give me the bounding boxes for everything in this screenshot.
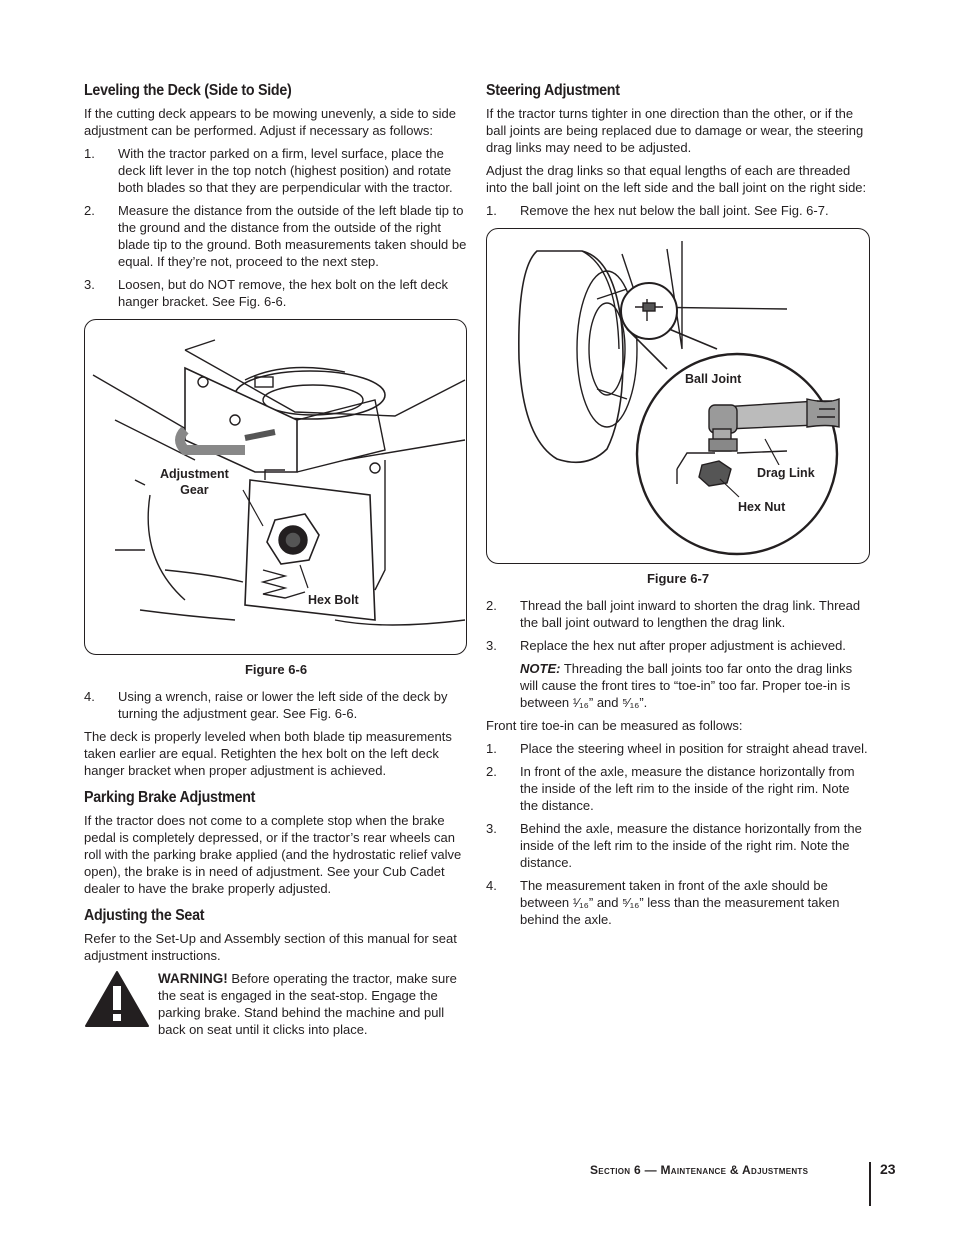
page-number: 23 [880, 1161, 896, 1177]
leveling-step: 1. With the tractor parked on a firm, level surface, place the deck lift lever in the top notch (highest position) and rotate both blades so that they are perpendicular with the tractor. [84, 146, 453, 195]
label-drag-link: Drag Link [757, 466, 815, 480]
toein-step: 1. Place the steering wheel in position for straight ahead travel. [486, 741, 868, 756]
toein-step: 2. In front of the axle, measure the distance horizontally from the inside of the left rim to the inside of the right rim. Note the distance. [486, 764, 855, 813]
leveling-step: 4. Using a wrench, raise or lower the left side of the deck by turning the adjustment gear. See Fig. 6-6. [84, 689, 448, 721]
right-column [486, 82, 870, 934]
steering-note: NOTE: Threading the ball joints too far onto the drag links will cause the front tires to “toe-in” too far. Proper toe-in is between ¹⁄₁₆” and ⁵⁄₁₆”. [520, 661, 853, 710]
steering-heading: Steering Adjustment [486, 82, 620, 99]
figure-6-6 [84, 319, 467, 655]
parking-brake-text: If the tractor does not come to a complete stop when the brake pedal is completely depressed, or if the tractor’s rear wheels can roll with the parking brake applied (and the hydrostatic relief valve open), the brake is in need of adjustment. See your Cub Cadet dealer to have the brake properly adjusted. [84, 813, 462, 896]
footer-section-title: Section 6 — Maintenance & Adjustments [590, 1163, 809, 1177]
figure-6-6-caption: Figure 6-6 [244, 662, 308, 677]
label-hex-bolt: Hex Bolt [308, 593, 359, 607]
steering-step: 2. Thread the ball joint inward to shorten the drag link. Thread the ball joint outward to lengthen the drag link. [486, 598, 861, 630]
toein-step: 3. Behind the axle, measure the distance horizontally from the inside of the left rim to the inside of the right rim. Note the distance. [486, 821, 862, 870]
leveling-step: 2. Measure the distance from the outside of the left blade tip to the ground and the distance from the outside of the right blade tip to the ground. Both measurements taken should be equal. If they’re not, proceed to the next step. [84, 203, 467, 269]
warning-text: WARNING! Before operating the tractor, make sure the seat is engaged in the seat-stop. Engage the parking brake. Stand behind the machine and pull back on seat until it clicks into place. [158, 971, 457, 1037]
note-label: NOTE: [520, 661, 561, 676]
deck-hanger-illustration [85, 320, 466, 654]
adjusting-seat-heading: Adjusting the Seat [84, 907, 205, 924]
parking-brake-heading: Parking Brake Adjustment [84, 789, 256, 806]
steering-ball-joint-illustration [487, 229, 869, 563]
label-adjustment-gear: Adjustment Gear [160, 467, 229, 497]
steering-step: 1. Remove the hex nut below the ball joint. See Fig. 6-7. [486, 203, 829, 218]
leveling-heading: Leveling the Deck (Side to Side) [84, 82, 292, 99]
leveling-step: 3. Loosen, but do NOT remove, the hex bolt on the left deck hanger bracket. See Fig. 6-6. [84, 277, 449, 309]
footer-divider [869, 1162, 871, 1206]
label-ball-joint: Ball Joint [685, 372, 742, 386]
warning-triangle-icon [84, 970, 150, 1038]
toein-step: 4. The measurement taken in front of the axle should be between ¹⁄₁₆” and ⁵⁄₁₆” less than the measurement taken behind the axle. [486, 878, 840, 927]
label-hex-nut: Hex Nut [738, 500, 786, 514]
figure-6-7 [486, 228, 870, 564]
warning-label: WARNING! [158, 971, 228, 986]
steering-intro-2: Adjust the drag links so that equal lengths of each are threaded into the ball joint on the left side and the ball joint on the right side: [486, 163, 867, 195]
steering-step: 3. Replace the hex nut after proper adjustment is achieved. [486, 638, 846, 653]
toein-intro: Front tire toe-in can be measured as follows: [486, 718, 743, 733]
left-column [84, 82, 468, 1038]
steering-intro-1: If the tractor turns tighter in one direction than the other, or if the ball joints are being replaced due to damage or wear, the steering drag links may need to be adjusted. [486, 106, 864, 155]
leveling-intro: If the cutting deck appears to be mowing unevenly, a side to side adjustment can be performed. Adjust if necessary as follows: [84, 106, 456, 138]
figure-6-7-caption: Figure 6-7 [646, 571, 710, 586]
warning-block [84, 970, 468, 1038]
leveling-closing: The deck is properly leveled when both blade tip measurements taken earlier are equal. Retighten the hex bolt on the left deck hanger bracket when proper adjustment is achieved. [84, 729, 452, 778]
adjusting-seat-text: Refer to the Set-Up and Assembly section of this manual for seat adjustment instructions. [84, 931, 457, 963]
